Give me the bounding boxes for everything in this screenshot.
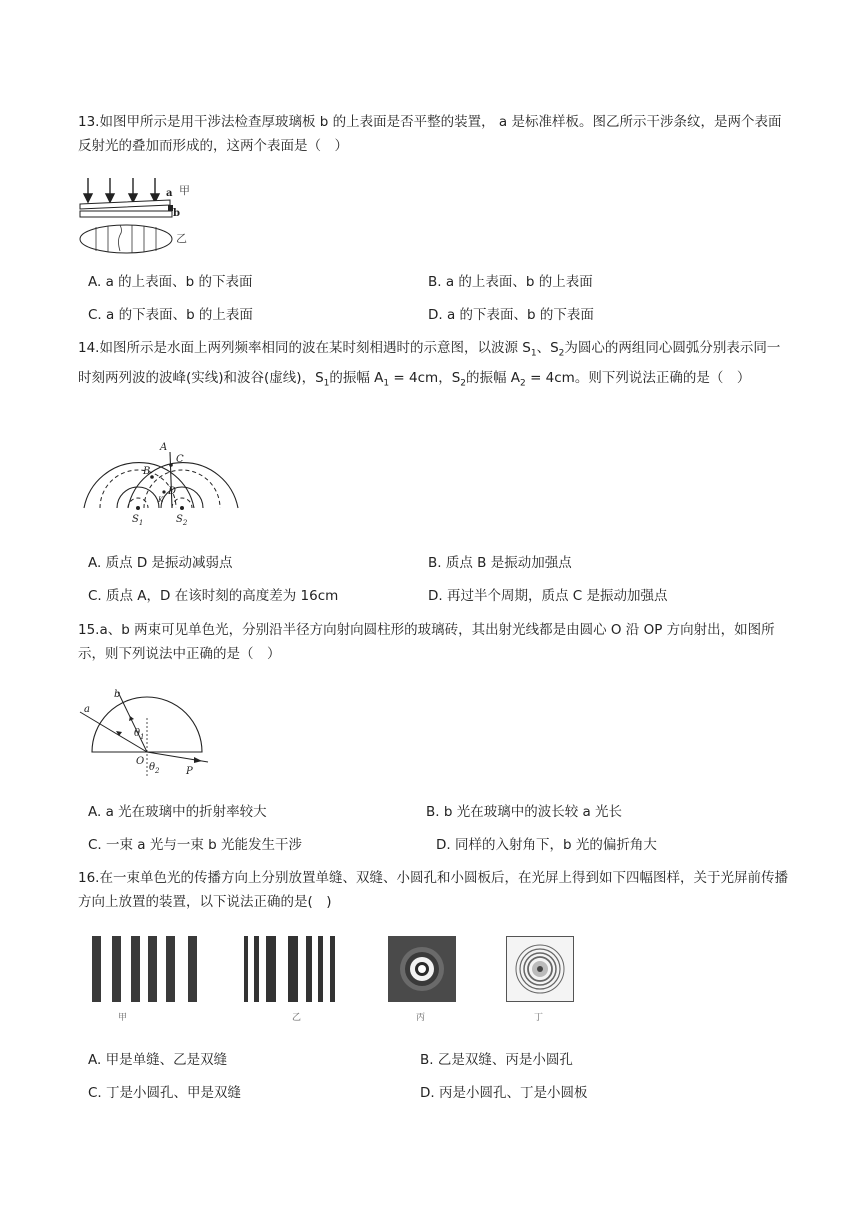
q14-option-a[interactable]: A. 质点 D 是振动减弱点 xyxy=(88,555,233,571)
label-K: K xyxy=(158,496,164,504)
q15-option-b[interactable]: B. b 光在玻璃中的波长较 a 光长 xyxy=(426,804,623,820)
question-13-stem: 13.如图甲所示是用干涉法检查厚玻璃板 b 的上表面是否平整的装置， a 是标准样板。图乙所示干涉条纹，是两个表面反射光的叠加而形成的，这两个表面是（ ） xyxy=(78,114,782,154)
pattern-bing xyxy=(388,936,456,1002)
label-b-ray: b xyxy=(114,689,121,700)
label-S1: $S_1$ xyxy=(132,514,144,527)
caption-ding: 丁 xyxy=(534,1013,544,1023)
label-a-ray: a xyxy=(84,704,90,715)
label-D: D xyxy=(168,486,177,497)
q13-option-d[interactable]: D. a 的下表面、b 的下表面 xyxy=(428,307,594,323)
q15-option-d[interactable]: D. 同样的入射角下，b 光的偏折角大 xyxy=(436,837,657,853)
label-A: A xyxy=(160,442,168,453)
q13-option-c[interactable]: C. a 的下表面、b 的上表面 xyxy=(88,307,253,323)
label-a: a xyxy=(166,188,173,199)
q16-option-d[interactable]: D. 丙是小圆孔、丁是小圆板 xyxy=(420,1085,588,1101)
q16-option-c[interactable]: C. 丁是小圆孔、甲是双缝 xyxy=(88,1085,242,1101)
question-16-stem: 16.在一束单色光的传播方向上分别放置单缝、双缝、小圆孔和小圆板后，在光屏上得到如下四幅图样，关于光屏前传播方向上放置的装置，以下说法正确的是( ) xyxy=(78,870,788,910)
q13-option-a[interactable]: A. a 的上表面、b 的下表面 xyxy=(88,274,253,290)
label-b: b xyxy=(173,208,180,219)
label-yi: 乙 xyxy=(176,232,187,245)
pattern-jia xyxy=(92,936,202,1002)
label-P: P xyxy=(186,766,193,777)
label-O: O xyxy=(136,756,145,767)
label-S2: $S_2$ xyxy=(176,514,188,527)
label-theta1: $\theta_1$ xyxy=(134,728,145,741)
caption-jia: 甲 xyxy=(118,1013,128,1023)
pattern-yi xyxy=(244,936,340,1002)
pattern-ding xyxy=(506,936,574,1002)
q14-option-b[interactable]: B. 质点 B 是振动加强点 xyxy=(428,555,572,571)
q15-option-c[interactable]: C. 一束 a 光与一束 b 光能发生干涉 xyxy=(88,837,303,853)
question-14-stem: 14.如图所示是水面上两列频率相同的波在某时刻相遇时的示意图，以波源 $S_1$、$S_2$为圆心的两组同心圆弧分别表示同一时刻两列波的波峰(实线)和波谷(虚线)，$S_1$的振幅 $A_1 = 4cm$，$S_2$的振幅 $A_2 = 4cm$。则下列说法正确的是（ ） xyxy=(78,340,781,389)
q16-option-a[interactable]: A. 甲是单缝、乙是双缝 xyxy=(88,1052,228,1068)
q14-option-d[interactable]: D. 再过半个周期，质点 C 是振动加强点 xyxy=(428,588,668,604)
wave-interference-figure xyxy=(80,438,246,530)
caption-yi: 乙 xyxy=(292,1013,302,1023)
caption-bing: 丙 xyxy=(416,1013,426,1023)
label-B: B xyxy=(143,466,151,477)
label-theta2: $\theta_2$ xyxy=(149,762,160,775)
q16-option-b[interactable]: B. 乙是双缝、丙是小圆孔 xyxy=(420,1052,573,1068)
question-15-stem: 15.a、b 两束可见单色光，分别沿半径方向射向圆柱形的玻璃砖，其出射光线都是由圆心 O 沿 OP 方向射出，如图所示，则下列说法中正确的是（ ） xyxy=(78,622,775,662)
q13-option-b[interactable]: B. a 的上表面、b 的上表面 xyxy=(428,274,593,290)
glass-semicircle-figure xyxy=(76,688,216,780)
interference-apparatus-figure xyxy=(78,176,208,256)
q14-option-c[interactable]: C. 质点 A，D 在该时刻的高度差为 16cm xyxy=(88,588,339,604)
label-jia: 甲 xyxy=(179,184,190,197)
q15-option-a[interactable]: A. a 光在玻璃中的折射率较大 xyxy=(88,804,267,820)
label-C: C xyxy=(176,454,184,465)
